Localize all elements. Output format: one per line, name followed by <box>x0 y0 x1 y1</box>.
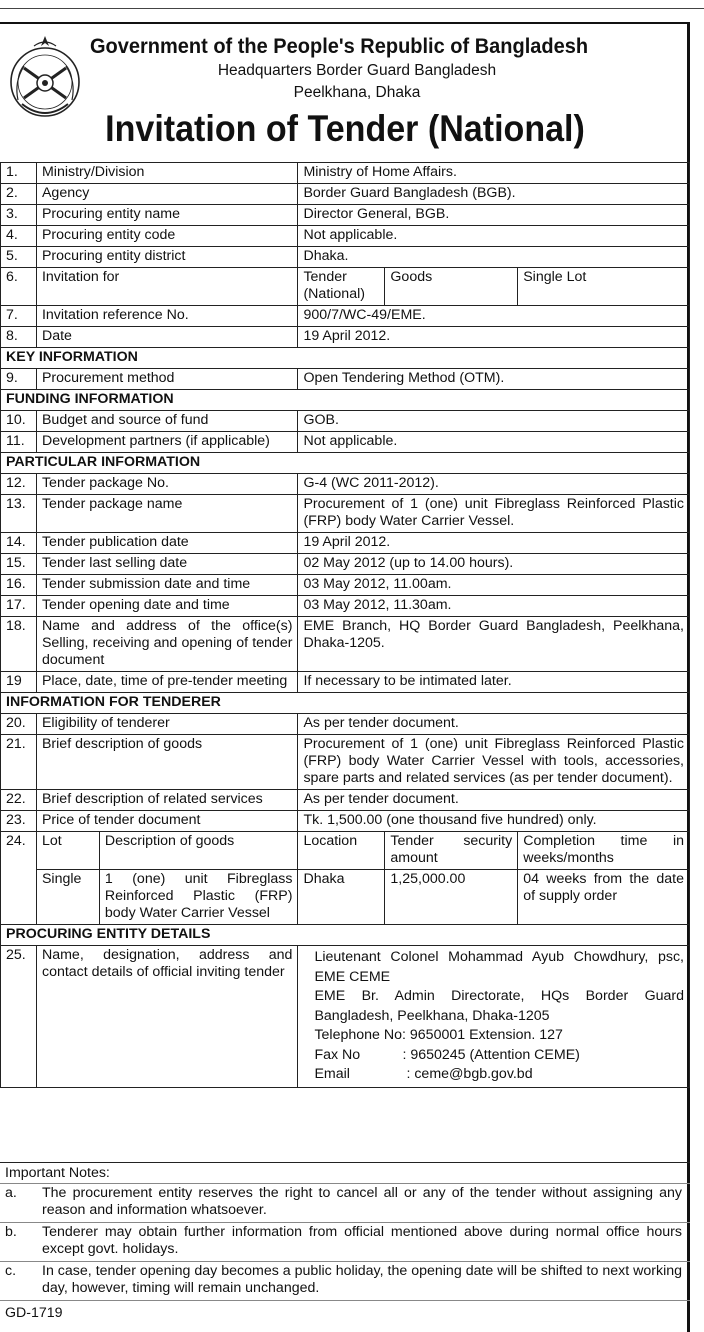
row-number: 2. <box>1 184 37 205</box>
row-value: As per tender document. <box>298 714 690 735</box>
row-value: If necessary to be intimated later. <box>298 672 690 693</box>
row-value: EME Branch, HQ Border Guard Bangladesh, Peelkhana, Dhaka-1205. <box>298 617 690 672</box>
row-label: Invitation for <box>36 268 297 306</box>
row-value: 900/7/WC-49/EME. <box>298 306 690 327</box>
row-label: Tender package name <box>36 495 297 533</box>
row-number: 12. <box>1 474 37 495</box>
completion-value: 04 weeks from the date of supply order <box>518 870 690 925</box>
section-heading: PROCURING ENTITY DETAILS <box>1 925 690 946</box>
note-item <box>0 1261 690 1300</box>
invitation-category: Goods <box>385 268 518 306</box>
row-label: Budget and source of fund <box>36 411 297 432</box>
email-label: Email <box>314 1066 350 1082</box>
location-value: Dhaka <box>298 870 385 925</box>
row-value: Dhaka. <box>298 247 690 268</box>
row-value: Tk. 1,500.00 (one thousand five hundred) only. <box>298 811 690 832</box>
table-row <box>1 226 690 247</box>
email-value: : ceme@bgb.gov.bd <box>406 1066 533 1082</box>
table-row <box>1 184 690 205</box>
headquarters-location: Peelkhana, Dhaka <box>293 84 421 101</box>
official-email <box>314 1065 684 1085</box>
row-number: 18. <box>1 617 37 672</box>
row-number: 15. <box>1 554 37 575</box>
note-item <box>0 1183 690 1222</box>
official-name: Lieutenant Colonel Mohammad Ayub Chowdhury, psc, EME CEME <box>314 949 684 985</box>
table-row <box>1 306 690 327</box>
section-heading-row <box>1 453 690 474</box>
notice-header <box>0 24 690 160</box>
row-number: 20. <box>1 714 37 735</box>
lot-row <box>1 870 690 925</box>
row-number: 10. <box>1 411 37 432</box>
row-label: Tender package No. <box>36 474 297 495</box>
table-row <box>1 617 690 672</box>
section-heading: FUNDING INFORMATION <box>1 390 690 411</box>
official-details <box>298 946 690 1088</box>
row-label: Procurement method <box>36 369 297 390</box>
row-number: 14. <box>1 533 37 554</box>
row-number: 23. <box>1 811 37 832</box>
fax-label: Fax No <box>314 1046 361 1063</box>
section-heading-row <box>1 348 690 369</box>
row-label: Agency <box>36 184 297 205</box>
row-label: Eligibility of tenderer <box>36 714 297 735</box>
row-label: Brief description of related services <box>36 790 297 811</box>
government-name: Government of the People's Republic of Bangladesh <box>90 34 589 58</box>
description-value: 1 (one) unit Fibreglass Reinforced Plastic (FRP) body Water Carrier Vessel <box>99 870 298 925</box>
row-number: 1. <box>1 163 37 184</box>
note-item <box>0 1222 690 1261</box>
row-number: 22. <box>1 790 37 811</box>
headquarters-name: Headquarters Border Guard Bangladesh <box>217 62 497 79</box>
row-value: Border Guard Bangladesh (BGB). <box>298 184 690 205</box>
table-row <box>1 735 690 790</box>
row-label: Brief description of goods <box>36 735 297 790</box>
row-number: 21. <box>1 735 37 790</box>
security-header: Tender security amount <box>385 832 518 870</box>
section-heading-row <box>1 693 690 714</box>
row-value: 03 May 2012, 11.00am. <box>298 575 690 596</box>
row-label: Tender submission date and time <box>36 575 297 596</box>
notice-code: GD-1719 <box>0 1300 690 1323</box>
row-number: 25. <box>1 946 37 1088</box>
lot-header: Lot <box>36 832 99 870</box>
note-text: The procurement entity reserves the right to cancel all or any of the tender without assigning any reason and information whatsoever. <box>42 1184 682 1218</box>
row-number: 11. <box>1 432 37 453</box>
row-label: Ministry/Division <box>36 163 297 184</box>
row-number: 9. <box>1 369 37 390</box>
row-label: Procuring entity code <box>36 226 297 247</box>
tender-table <box>0 162 690 1088</box>
row-value: Director General, BGB. <box>298 205 690 226</box>
row-number: 5. <box>1 247 37 268</box>
row-label: Place, date, time of pre-tender meeting <box>36 672 297 693</box>
important-notes <box>0 1162 690 1322</box>
row-value: 19 April 2012. <box>298 327 690 348</box>
note-text: Tenderer may obtain further information from official mentioned above during normal office hours except govt. holidays. <box>42 1223 682 1257</box>
security-value: 1,25,000.00 <box>385 870 518 925</box>
row-label: Invitation reference No. <box>36 306 297 327</box>
lot-value: Single <box>36 870 99 925</box>
row-value: Open Tendering Method (OTM). <box>298 369 690 390</box>
section-heading: PARTICULAR INFORMATION <box>1 453 690 474</box>
row-value: Not applicable. <box>298 432 690 453</box>
official-label: Name, designation, address and contact details of official inviting tender <box>36 946 297 1088</box>
official-address: EME Br. Admin Directorate, HQs Border Guard Bangladesh, Peelkhana, Dhaka-1205 <box>314 988 684 1024</box>
location-header: Location <box>298 832 385 870</box>
table-row <box>1 575 690 596</box>
table-row <box>1 495 690 533</box>
row-number: 19 <box>1 672 37 693</box>
row-value: Procurement of 1 (one) unit Fibreglass Reinforced Plastic (FRP) body Water Carrier Vessel with tools, accessories, spare parts and related services (as per tender document). <box>298 735 690 790</box>
table-row <box>1 672 690 693</box>
section-heading: KEY INFORMATION <box>1 348 690 369</box>
row-number: 4. <box>1 226 37 247</box>
row-number: 3. <box>1 205 37 226</box>
notes-heading: Important Notes: <box>0 1162 690 1183</box>
row-number: 6. <box>1 268 37 306</box>
section-heading-row <box>1 925 690 946</box>
table-row <box>1 554 690 575</box>
row-value: G-4 (WC 2011-2012). <box>298 474 690 495</box>
table-row <box>1 247 690 268</box>
official-row <box>1 946 690 1088</box>
table-row <box>1 327 690 348</box>
section-heading-row <box>1 390 690 411</box>
row-number: 17. <box>1 596 37 617</box>
row-number: 8. <box>1 327 37 348</box>
row-label: Tender publication date <box>36 533 297 554</box>
row-label: Procuring entity district <box>36 247 297 268</box>
table-row <box>1 596 690 617</box>
note-key: c. <box>5 1262 17 1279</box>
fax-value: : 9650245 (Attention CEME) <box>402 1046 580 1063</box>
table-row <box>1 163 690 184</box>
row-number: 24. <box>1 832 37 925</box>
row-value: Procurement of 1 (one) unit Fibreglass Reinforced Plastic (FRP) body Water Carrier Vessel. <box>298 495 690 533</box>
row-number: 7. <box>1 306 37 327</box>
section-heading: INFORMATION FOR TENDERER <box>1 693 690 714</box>
row-value: 19 April 2012. <box>298 533 690 554</box>
official-fax <box>314 1046 684 1066</box>
row-value: 02 May 2012 (up to 14.00 hours). <box>298 554 690 575</box>
row-value: 03 May 2012, 11.30am. <box>298 596 690 617</box>
row-value: As per tender document. <box>298 790 690 811</box>
top-rule <box>0 8 704 9</box>
row-value: Not applicable. <box>298 226 690 247</box>
row-label: Tender opening date and time <box>36 596 297 617</box>
row-value: Ministry of Home Affairs. <box>298 163 690 184</box>
official-telephone: Telephone No: 9650001 Extension. 127 <box>314 1027 563 1043</box>
table-row <box>1 533 690 554</box>
row-label: Tender last selling date <box>36 554 297 575</box>
invitation-lot: Single Lot <box>518 268 690 306</box>
note-key: b. <box>5 1223 17 1240</box>
table-row <box>1 790 690 811</box>
row-value: GOB. <box>298 411 690 432</box>
row-label: Name and address of the office(s) Selling, receiving and opening of tender document <box>36 617 297 672</box>
note-key: a. <box>5 1184 17 1201</box>
table-row <box>1 268 690 306</box>
lot-header-row <box>1 832 690 870</box>
table-row <box>1 205 690 226</box>
table-row <box>1 411 690 432</box>
table-row <box>1 369 690 390</box>
page-title: Invitation of Tender (National) <box>105 108 585 149</box>
row-number: 13. <box>1 495 37 533</box>
row-label: Price of tender document <box>36 811 297 832</box>
row-label: Development partners (if applicable) <box>36 432 297 453</box>
table-row <box>1 811 690 832</box>
row-number: 16. <box>1 575 37 596</box>
table-row <box>1 432 690 453</box>
row-label: Procuring entity name <box>36 205 297 226</box>
row-label: Date <box>36 327 297 348</box>
note-text: In case, tender opening day becomes a public holiday, the opening date will be shifted to next working day, however, timing will remain unchanged. <box>42 1262 682 1296</box>
description-header: Description of goods <box>99 832 298 870</box>
table-row <box>1 714 690 735</box>
table-row <box>1 474 690 495</box>
invitation-type: Tender (National) <box>298 268 385 306</box>
completion-header: Completion time in weeks/months <box>518 832 690 870</box>
